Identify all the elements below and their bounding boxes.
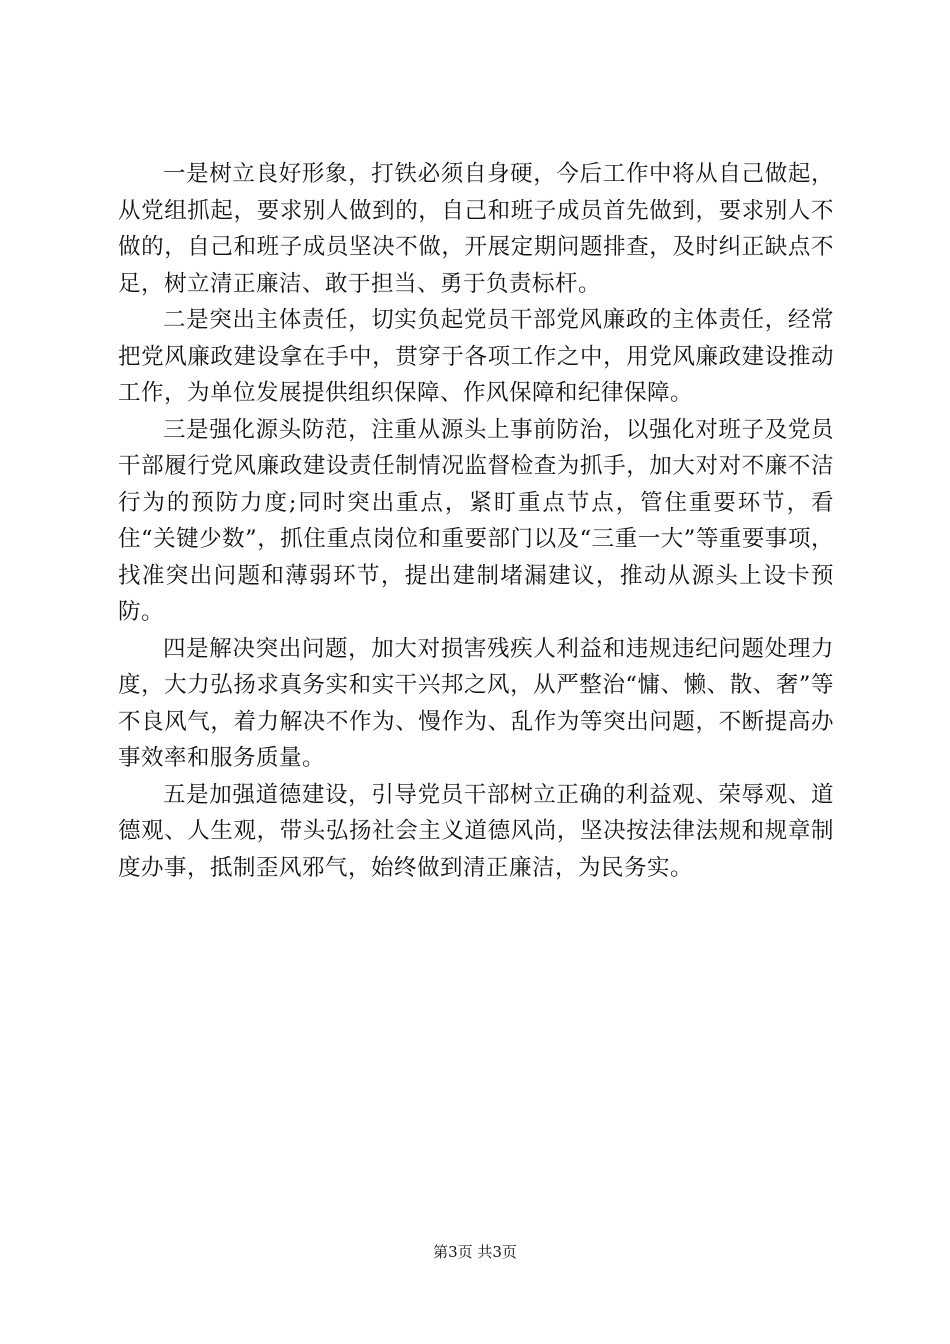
paragraph-3: 三是强化源头防范，注重从源头上事前防治，以强化对班子及党员干部履行党风廉政建设责任制情况监督检查为抓手，加大对对不廉不洁行为的预防力度;同时突出重点，紧盯重点节点，管住重要环节，看住“关键少数”，抓住重点岗位和重要部门以及“三重一大”等重要事项，找准突出问题和薄弱环节，提出建制堵漏建议，推动从源头上设卡预防。 [118,416,834,625]
page-number-footer: 第3页 共3页 [433,1243,517,1261]
paragraph-1: 一是树立良好形象，打铁必须自身硬，今后工作中将从自己做起，从党组抓起，要求别人做到的，自己和班子成员首先做到，要求别人不做的，自己和班子成员坚决不做，开展定期问题排查，及时纠正缺点不足，树立清正廉洁、敢于担当、勇于负责标杆。 [118,161,834,297]
paragraph-4: 四是解决突出问题，加大对损害残疾人利益和违规违纪问题处理力度，大力弘扬求真务实和实干兴邦之风，从严整治“慵、懒、散、奢”等不良风气，着力解决不作为、慢作为、乱作为等突出问题，不断提高办事效率和服务质量。 [118,635,834,771]
document-body [118,156,834,886]
paragraph-5: 五是加强道德建设，引导党员干部树立正确的利益观、荣辱观、道德观、人生观，带头弘扬社会主义道德风尚，坚决按法律法规和规章制度办事，抵制歪风邪气，始终做到清正廉洁，为民务实。 [118,781,834,881]
paragraph-2: 二是突出主体责任，切实负起党员干部党风廉政的主体责任，经常把党风廉政建设拿在手中，贯穿于各项工作之中，用党风廉政建设推动工作，为单位发展提供组织保障、作风保障和纪律保障。 [118,307,834,406]
